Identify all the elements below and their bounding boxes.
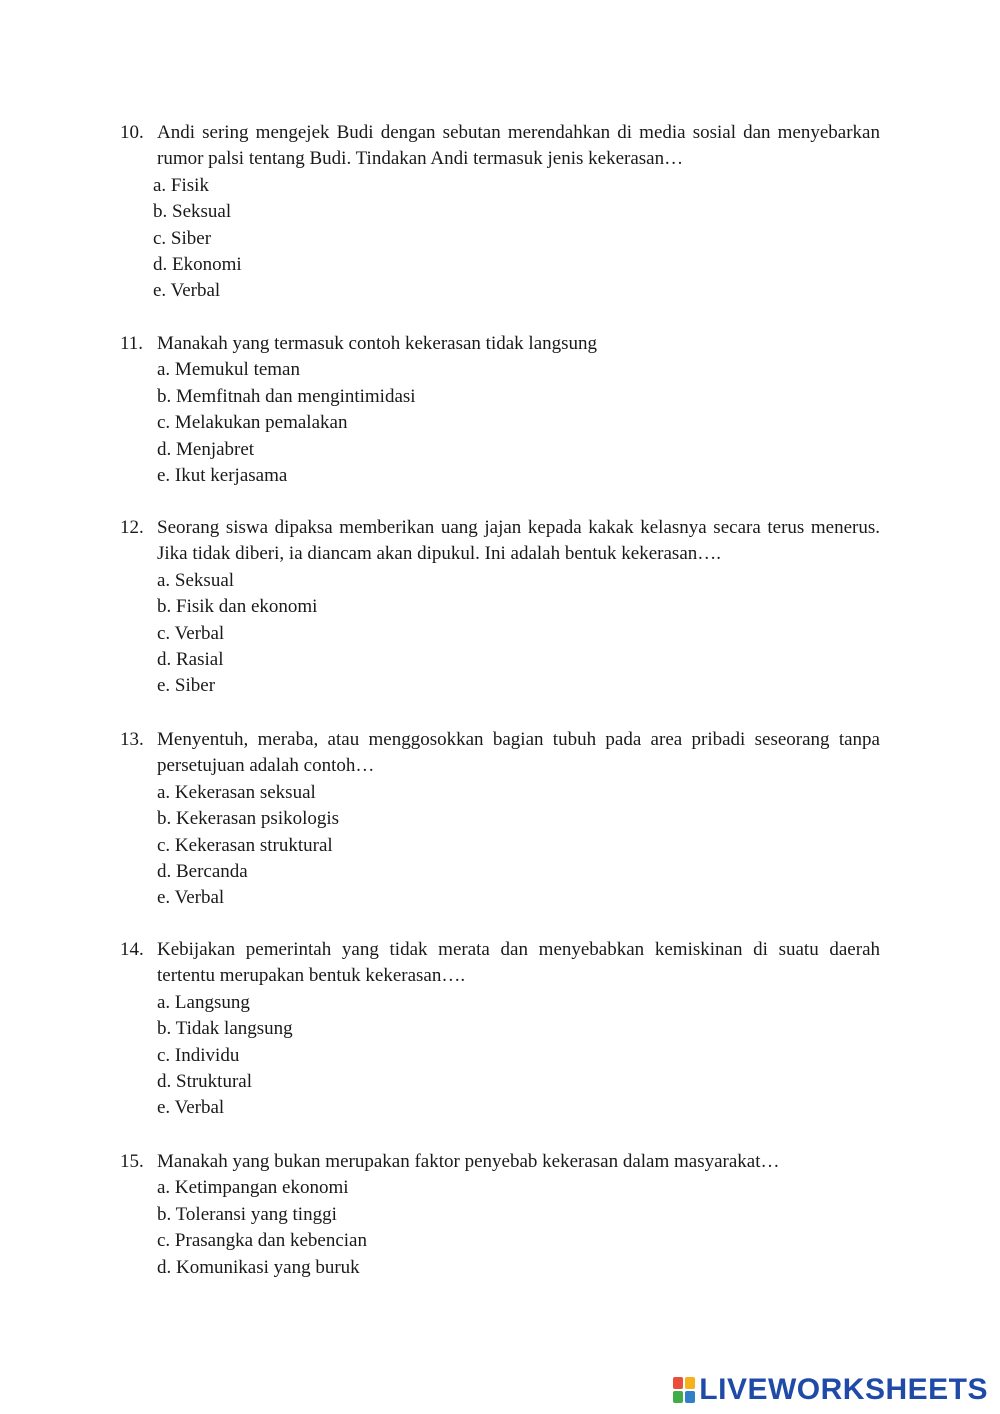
question-text: Menyentuh, meraba, atau menggosokkan bagian tubuh pada area pribadi seseorang tanpa persetujuan adalah contoh… <box>157 729 880 777</box>
answer-option[interactable]: c. Prasangka dan kebencian <box>157 1230 367 1252</box>
answer-option[interactable]: d. Struktural <box>157 1071 252 1093</box>
answer-option[interactable]: d. Bercanda <box>157 861 248 883</box>
answer-options <box>120 780 880 912</box>
answer-option[interactable]: d. Ekonomi <box>153 254 242 276</box>
question-text: Andi sering mengejek Budi dengan sebutan merendahkan di media sosial dan menyebarkan rumor palsi tentang Budi. Tindakan Andi termasuk jenis kekerasan… <box>157 122 880 170</box>
answer-options <box>120 990 880 1122</box>
answer-option[interactable]: d. Komunikasi yang buruk <box>157 1256 360 1278</box>
answer-option[interactable]: b. Seksual <box>153 201 232 223</box>
question-number: 13. <box>120 729 144 750</box>
answer-option[interactable]: e. Ikut kerjasama <box>157 465 288 487</box>
answer-options <box>120 357 880 489</box>
answer-option[interactable]: c. Siber <box>153 227 212 249</box>
answer-option[interactable]: d. Rasial <box>157 649 224 671</box>
logo-tile-icon <box>685 1377 695 1389</box>
answer-option[interactable]: a. Fisik <box>153 174 209 196</box>
answer-option[interactable]: b. Fisik dan ekonomi <box>157 596 318 618</box>
answer-option[interactable]: a. Kekerasan seksual <box>157 781 316 803</box>
question-number: 14. <box>120 939 144 960</box>
answer-option[interactable]: a. Memukul teman <box>157 359 300 381</box>
answer-option[interactable]: b. Tidak langsung <box>157 1018 293 1040</box>
answer-option[interactable]: a. Ketimpangan ekonomi <box>157 1177 349 1199</box>
answer-option[interactable]: a. Langsung <box>157 991 250 1013</box>
question-text: Manakah yang termasuk contoh kekerasan tidak langsung <box>157 333 598 354</box>
liveworksheets-logo[interactable] <box>673 1374 988 1406</box>
answer-option[interactable]: a. Seksual <box>157 569 235 591</box>
question-13 <box>120 727 880 912</box>
answer-option[interactable]: d. Menjabret <box>157 438 255 460</box>
answer-option[interactable]: e. Siber <box>157 675 216 697</box>
liveworksheets-logo-icon <box>673 1377 695 1403</box>
question-15 <box>120 1149 880 1281</box>
question-text: Kebijakan pemerintah yang tidak merata dan menyebabkan kemiskinan di suatu daerah tertentu merupakan bentuk kekerasan…. <box>157 939 880 987</box>
answer-option[interactable]: c. Melakukan pemalakan <box>157 412 348 434</box>
answer-option[interactable]: b. Toleransi yang tinggi <box>157 1203 337 1225</box>
question-number: 10. <box>120 122 144 143</box>
answer-options <box>120 568 880 700</box>
question-number: 11. <box>120 333 144 354</box>
answer-option[interactable]: e. Verbal <box>157 887 225 909</box>
question-number: 12. <box>120 517 144 538</box>
answer-option[interactable]: c. Individu <box>157 1044 240 1066</box>
answer-options <box>120 173 880 305</box>
answer-option[interactable]: e. Verbal <box>157 1097 225 1119</box>
question-10 <box>120 120 880 305</box>
question-text: Manakah yang bukan merupakan faktor penyebab kekerasan dalam masyarakat… <box>157 1151 780 1172</box>
logo-tile-icon <box>673 1377 683 1389</box>
question-11 <box>120 331 880 489</box>
answer-option[interactable]: e. Verbal <box>153 280 221 302</box>
logo-tile-icon <box>685 1391 695 1403</box>
answer-option[interactable]: b. Kekerasan psikologis <box>157 808 340 830</box>
answer-option[interactable]: c. Kekerasan struktural <box>157 834 333 856</box>
answer-options <box>120 1175 880 1281</box>
question-12 <box>120 515 880 700</box>
answer-option[interactable]: b. Memfitnah dan mengintimidasi <box>157 385 416 407</box>
logo-text: LIVEWORKSHEETS <box>699 1373 988 1406</box>
logo-tile-icon <box>673 1391 683 1403</box>
question-text: Seorang siswa dipaksa memberikan uang jajan kepada kakak kelasnya secara terus menerus. Jika tidak diberi, ia diancam akan dipukul. Ini adalah bentuk kekerasan…. <box>157 517 880 565</box>
question-14 <box>120 937 880 1122</box>
answer-option[interactable]: c. Verbal <box>157 622 225 644</box>
question-number: 15. <box>120 1151 144 1172</box>
